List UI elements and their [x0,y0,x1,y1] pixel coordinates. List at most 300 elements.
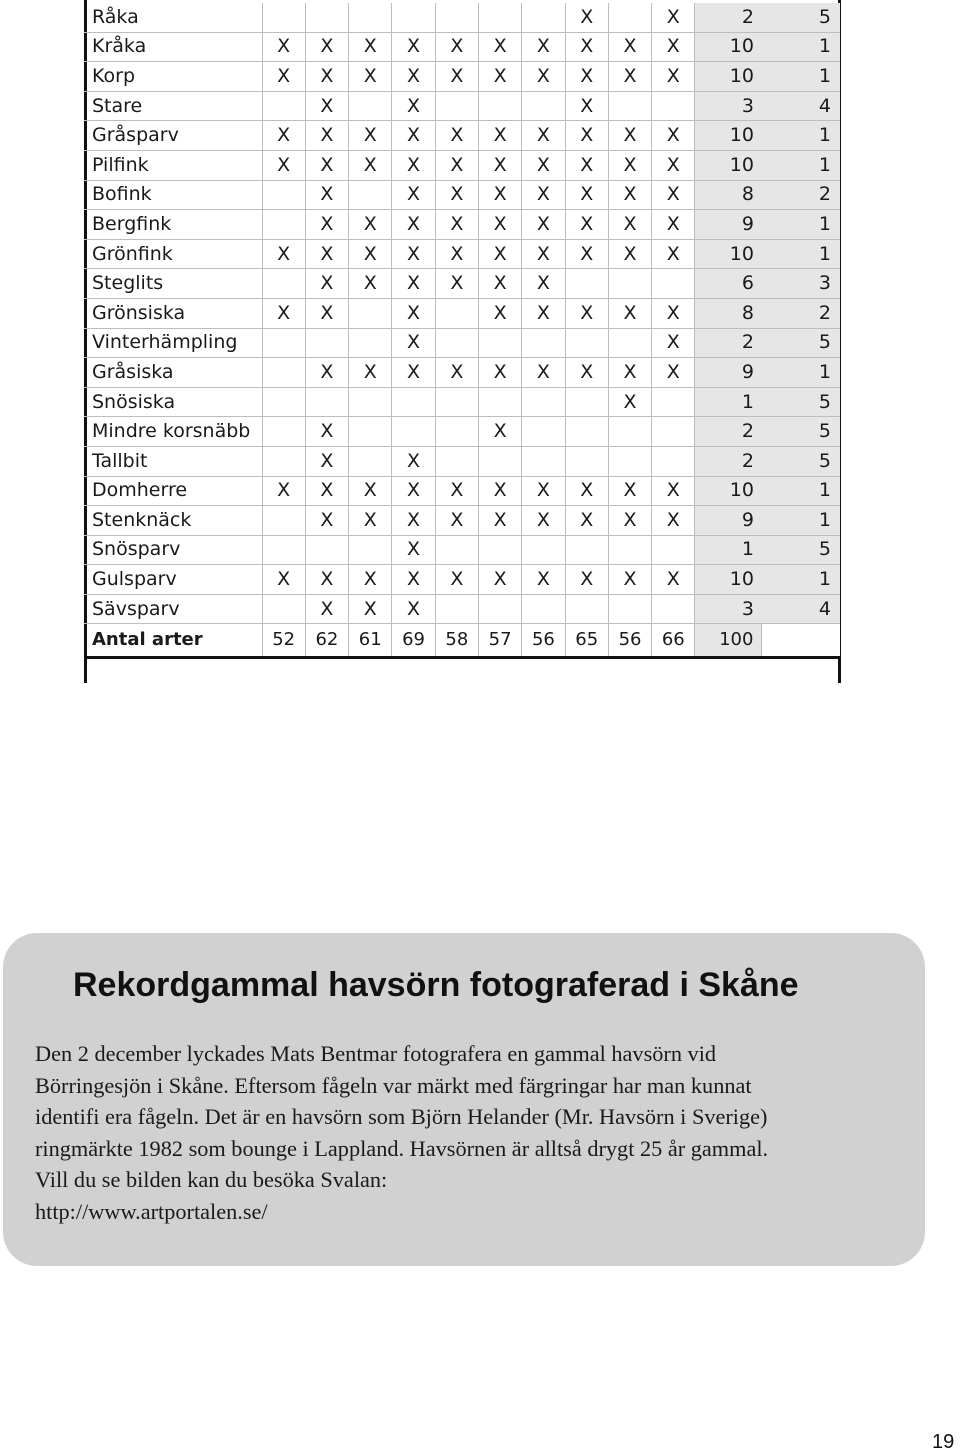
occurrence-mark: X [305,210,348,240]
total-value: 66 [652,624,695,658]
occurrence-mark [435,91,478,121]
occurrence-mark [262,269,305,299]
species-name: Steglits [92,272,164,295]
occurrence-mark [262,3,305,32]
species-name: Gulsparv [92,568,177,591]
occurrence-mark: X [262,298,305,328]
occurrence-mark [522,328,565,358]
table-row [84,91,840,121]
occurrence-mark: X [349,32,392,62]
frequency-class: 1 [762,239,840,269]
occurrence-mark [392,417,435,447]
species-name: Bergfink [92,212,172,235]
occurrence-mark: X [478,32,521,62]
total-value: 62 [305,624,348,658]
occurrence-mark [305,3,348,32]
occurrence-mark: X [565,150,608,180]
occurrence-count: 3 [695,594,762,624]
occurrence-mark [565,387,608,417]
occurrence-mark: X [392,446,435,476]
occurrence-mark [608,328,651,358]
occurrence-mark [349,298,392,328]
occurrence-mark [652,269,695,299]
occurrence-mark [522,535,565,565]
occurrence-mark [349,387,392,417]
occurrence-mark: X [305,506,348,536]
occurrence-mark: X [522,150,565,180]
occurrence-mark: X [305,121,348,151]
table-row [84,32,840,62]
occurrence-mark: X [392,298,435,328]
occurrence-mark: X [305,32,348,62]
species-name: Pilfink [92,153,149,176]
frequency-class: 5 [762,535,840,565]
frequency-class: 1 [762,358,840,388]
species-name: Tallbit [92,449,148,472]
occurrence-mark: X [608,150,651,180]
occurrence-mark [608,446,651,476]
occurrence-mark: X [565,358,608,388]
table-row [84,535,840,565]
occurrence-count: 1 [695,535,762,565]
occurrence-mark: X [522,358,565,388]
occurrence-mark: X [435,565,478,595]
species-name: Grönsiska [92,301,186,324]
occurrence-count: 10 [695,150,762,180]
occurrence-mark: X [392,328,435,358]
table-row [84,210,840,240]
occurrence-mark: X [608,358,651,388]
frequency-class: 5 [762,328,840,358]
occurrence-count: 10 [695,62,762,92]
occurrence-mark [478,387,521,417]
frequency-class: 2 [762,180,840,210]
occurrence-mark: X [392,358,435,388]
occurrence-mark: X [652,62,695,92]
occurrence-mark: X [305,180,348,210]
occurrence-mark [652,417,695,447]
occurrence-count: 10 [695,32,762,62]
occurrence-mark [608,91,651,121]
occurrence-mark [349,417,392,447]
table-row [84,358,840,388]
occurrence-count: 10 [695,476,762,506]
table-row [84,328,840,358]
frequency-class: 1 [762,32,840,62]
occurrence-mark: X [349,150,392,180]
occurrence-mark [608,417,651,447]
occurrence-mark: X [392,32,435,62]
occurrence-count: 1 [695,387,762,417]
occurrence-mark [608,3,651,32]
occurrence-mark: X [305,269,348,299]
occurrence-mark [478,594,521,624]
occurrence-mark: X [608,506,651,536]
article-line: Vill du se bilden kan du besöka Svalan: [35,1167,388,1193]
occurrence-mark [478,91,521,121]
total-row [84,624,840,658]
occurrence-mark: X [435,121,478,151]
occurrence-mark [305,535,348,565]
frequency-class: 5 [762,3,840,32]
occurrence-mark: X [349,269,392,299]
occurrence-mark: X [608,387,651,417]
occurrence-count: 2 [695,328,762,358]
occurrence-mark: X [392,476,435,506]
occurrence-mark: X [435,358,478,388]
occurrence-mark: X [652,239,695,269]
occurrence-count: 9 [695,358,762,388]
occurrence-mark [305,328,348,358]
species-name: Grönfink [92,242,173,265]
occurrence-mark: X [392,239,435,269]
occurrence-mark: X [522,239,565,269]
occurrence-mark: X [305,62,348,92]
occurrence-mark [435,387,478,417]
occurrence-mark: X [392,565,435,595]
occurrence-mark [652,535,695,565]
table-row [84,298,840,328]
occurrence-mark [565,535,608,565]
article-body [35,1038,897,1228]
species-name: Kråka [92,35,147,58]
occurrence-mark: X [305,417,348,447]
occurrence-mark [652,446,695,476]
occurrence-mark: X [435,239,478,269]
occurrence-mark [435,298,478,328]
total-value: 65 [565,624,608,658]
occurrence-mark: X [305,150,348,180]
occurrence-mark: X [349,358,392,388]
table-row [84,62,840,92]
occurrence-count: 3 [695,91,762,121]
species-name: Korp [92,64,136,87]
occurrence-mark: X [652,506,695,536]
occurrence-mark: X [565,210,608,240]
table-row [84,565,840,595]
frequency-class: 4 [762,594,840,624]
frequency-class: 1 [762,506,840,536]
occurrence-mark: X [262,476,305,506]
occurrence-mark [652,594,695,624]
occurrence-mark [262,446,305,476]
occurrence-mark: X [392,150,435,180]
species-name: Vinterhämpling [92,331,238,354]
occurrence-count: 10 [695,565,762,595]
article-line: ringmärkte 1982 som bounge i Lappland. Havsörnen är alltså drygt 25 år gammal. [35,1135,769,1161]
occurrence-mark: X [435,62,478,92]
occurrence-mark: X [392,506,435,536]
species-name: Råka [92,5,139,28]
occurrence-mark [262,506,305,536]
occurrence-mark: X [565,3,608,32]
frequency-class: 1 [762,565,840,595]
occurrence-count: 8 [695,298,762,328]
occurrence-mark: X [565,32,608,62]
occurrence-mark [435,446,478,476]
occurrence-mark: X [565,239,608,269]
occurrence-mark [478,535,521,565]
table-row [84,180,840,210]
occurrence-mark: X [652,3,695,32]
total-value: 52 [262,624,305,658]
occurrence-mark: X [478,150,521,180]
occurrence-count: 2 [695,3,762,32]
table-row [84,387,840,417]
occurrence-mark [262,180,305,210]
frequency-class: 5 [762,446,840,476]
occurrence-mark: X [652,476,695,506]
occurrence-count: 10 [695,121,762,151]
occurrence-mark [565,328,608,358]
occurrence-mark: X [305,358,348,388]
occurrence-mark [522,387,565,417]
occurrence-mark [608,535,651,565]
occurrence-mark [262,594,305,624]
occurrence-mark: X [652,565,695,595]
occurrence-mark: X [305,565,348,595]
table-row [84,239,840,269]
species-name: Snösparv [92,538,181,561]
species-name: Stare [92,94,143,117]
occurrence-mark [478,446,521,476]
occurrence-mark: X [652,180,695,210]
occurrence-mark: X [435,476,478,506]
occurrence-mark: X [349,121,392,151]
occurrence-mark: X [349,594,392,624]
occurrence-mark: X [435,506,478,536]
occurrence-mark: X [608,32,651,62]
occurrence-mark [652,387,695,417]
article-line: Den 2 december lyckades Mats Bentmar fotografera en gammal havsörn vid [35,1041,717,1066]
frequency-class: 5 [762,417,840,447]
occurrence-mark: X [305,91,348,121]
occurrence-mark: X [392,180,435,210]
occurrence-mark: X [349,210,392,240]
occurrence-mark: X [392,535,435,565]
occurrence-mark: X [652,298,695,328]
occurrence-mark: X [392,62,435,92]
article-link[interactable]: http://www.artportalen.se/ [35,1198,268,1224]
occurrence-mark [435,328,478,358]
total-value: 58 [435,624,478,658]
occurrence-mark: X [392,91,435,121]
occurrence-mark [349,328,392,358]
occurrence-mark: X [522,210,565,240]
bird-species-table [84,3,840,659]
occurrence-mark [262,417,305,447]
table-row [84,446,840,476]
occurrence-count: 6 [695,269,762,299]
occurrence-mark [262,91,305,121]
occurrence-mark: X [349,62,392,92]
total-count: 100 [695,624,762,658]
occurrence-mark: X [478,210,521,240]
occurrence-mark: X [349,565,392,595]
table-row [84,417,840,447]
occurrence-mark: X [478,358,521,388]
occurrence-mark [349,91,392,121]
species-name: Sävsparv [92,597,180,620]
occurrence-mark: X [435,210,478,240]
occurrence-mark: X [522,32,565,62]
frequency-class: 1 [762,121,840,151]
occurrence-mark: X [262,150,305,180]
table-row [84,121,840,151]
occurrence-mark [435,417,478,447]
occurrence-count: 10 [695,239,762,269]
occurrence-mark [349,180,392,210]
occurrence-mark [565,269,608,299]
occurrence-mark: X [478,62,521,92]
species-name: Bofink [92,183,152,206]
species-name: Gråsparv [92,124,179,147]
article-line: Börringesjön i Skåne. Eftersom fågeln var märkt med färgringar har man kunnat [35,1072,752,1098]
occurrence-mark: X [392,121,435,151]
occurrence-mark [262,210,305,240]
occurrence-mark: X [478,476,521,506]
occurrence-mark: X [522,565,565,595]
total-value: 61 [349,624,392,658]
occurrence-mark: X [349,239,392,269]
occurrence-mark: X [478,417,521,447]
occurrence-mark [478,328,521,358]
frequency-class: 3 [762,269,840,299]
occurrence-mark: X [435,180,478,210]
occurrence-mark [435,535,478,565]
occurrence-mark [392,387,435,417]
occurrence-mark [565,594,608,624]
occurrence-mark [435,3,478,32]
occurrence-mark: X [565,91,608,121]
occurrence-mark [565,417,608,447]
occurrence-mark: X [305,446,348,476]
occurrence-mark [262,328,305,358]
occurrence-mark: X [305,298,348,328]
species-name: Snösiska [92,390,176,413]
occurrence-mark: X [608,298,651,328]
occurrence-mark: X [608,180,651,210]
occurrence-count: 8 [695,180,762,210]
frequency-class: 1 [762,210,840,240]
species-name: Gråsiska [92,360,174,383]
occurrence-mark [522,446,565,476]
occurrence-mark: X [652,358,695,388]
occurrence-mark: X [478,565,521,595]
frequency-class: 2 [762,298,840,328]
table-row [84,476,840,506]
occurrence-mark: X [478,269,521,299]
occurrence-mark [522,417,565,447]
occurrence-mark: X [392,594,435,624]
occurrence-mark: X [522,506,565,536]
frequency-class: 1 [762,150,840,180]
occurrence-mark: X [435,150,478,180]
occurrence-mark: X [392,269,435,299]
occurrence-mark: X [608,476,651,506]
total-value: 56 [608,624,651,658]
occurrence-mark [349,446,392,476]
table-row [84,506,840,536]
occurrence-mark: X [349,476,392,506]
occurrence-mark [478,3,521,32]
occurrence-mark [349,3,392,32]
occurrence-mark: X [349,506,392,536]
occurrence-mark: X [565,506,608,536]
occurrence-mark: X [522,269,565,299]
occurrence-count: 2 [695,446,762,476]
occurrence-mark [262,358,305,388]
occurrence-mark [608,269,651,299]
occurrence-mark: X [522,62,565,92]
occurrence-mark: X [478,239,521,269]
occurrence-mark [522,91,565,121]
occurrence-mark: X [262,239,305,269]
occurrence-count: 9 [695,210,762,240]
occurrence-mark: X [608,565,651,595]
occurrence-count: 2 [695,417,762,447]
occurrence-count: 9 [695,506,762,536]
species-name: Mindre korsnäbb [92,420,251,443]
occurrence-mark: X [565,62,608,92]
article-title: Rekordgammal havsörn fotograferad i Skåne [73,966,799,1004]
occurrence-mark: X [652,328,695,358]
occurrence-mark: X [608,62,651,92]
occurrence-mark [522,3,565,32]
occurrence-mark [262,387,305,417]
occurrence-mark: X [565,298,608,328]
total-label: Antal arter [92,629,203,651]
occurrence-mark [262,535,305,565]
table-row [84,269,840,299]
occurrence-mark: X [262,32,305,62]
occurrence-mark: X [565,180,608,210]
occurrence-mark: X [262,565,305,595]
occurrence-mark: X [522,476,565,506]
frequency-class: 1 [762,476,840,506]
occurrence-mark: X [478,121,521,151]
occurrence-mark: X [565,476,608,506]
occurrence-mark: X [522,298,565,328]
species-name: Stenknäck [92,508,192,531]
occurrence-mark: X [652,32,695,62]
occurrence-mark [522,594,565,624]
occurrence-mark: X [435,269,478,299]
occurrence-mark: X [435,32,478,62]
occurrence-mark [392,3,435,32]
occurrence-mark [305,387,348,417]
occurrence-mark: X [652,210,695,240]
table-row [84,150,840,180]
occurrence-mark: X [522,180,565,210]
occurrence-mark: X [652,121,695,151]
species-name: Domherre [92,479,188,502]
occurrence-mark: X [478,180,521,210]
occurrence-mark: X [478,298,521,328]
occurrence-mark [435,594,478,624]
occurrence-mark: X [565,565,608,595]
occurrence-mark [565,446,608,476]
occurrence-mark: X [305,476,348,506]
occurrence-mark: X [608,239,651,269]
total-value: 69 [392,624,435,658]
occurrence-mark: X [392,210,435,240]
occurrence-mark: X [305,239,348,269]
occurrence-mark [608,594,651,624]
occurrence-mark [349,535,392,565]
total-rank [762,624,840,658]
table-row [84,3,840,32]
